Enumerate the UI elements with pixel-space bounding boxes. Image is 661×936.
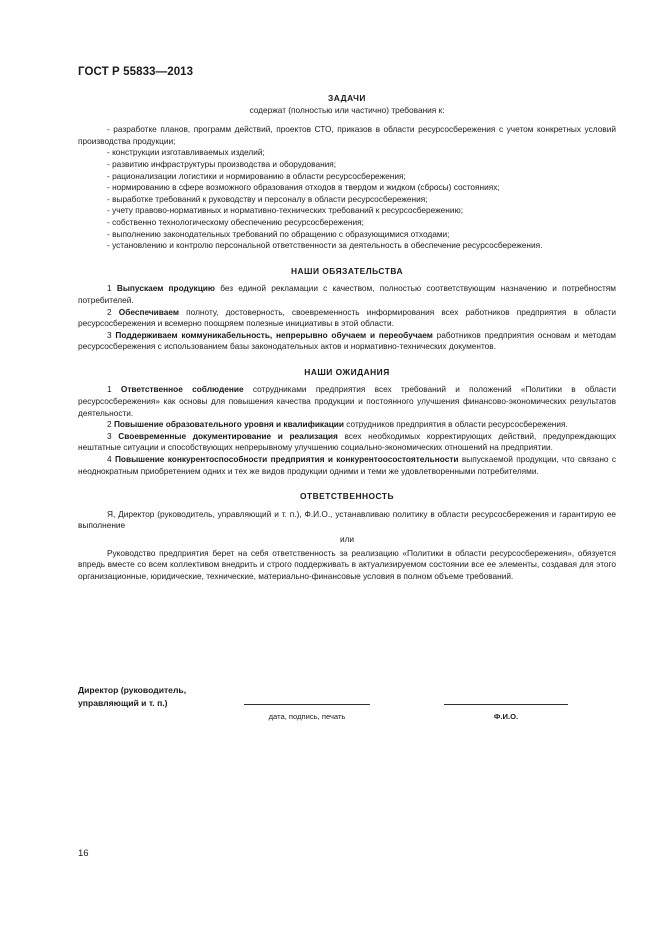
item-text: выпускаемой продукции, что связано с неоднократным приобретением одних и тех же видов продукции одними и теми же удовлетворенными потребителями. xyxy=(78,454,617,476)
signatory-title-line: Директор (руководитель, xyxy=(78,685,187,695)
item-bold-lead: Поддерживаем коммуникабельность, непрерывно обучаем и переобучаем xyxy=(115,329,433,340)
expectation-item xyxy=(78,454,616,477)
obligation-item xyxy=(78,330,616,353)
or-separator: или xyxy=(339,534,355,544)
name-line xyxy=(444,704,568,705)
list-item: - конструкции изготавливаемых изделий; xyxy=(107,147,265,158)
item-bold-lead: Обеспечиваем xyxy=(118,306,180,317)
item-text: без единой рекламации с качеством, полностью соответствующим назначению и потребностям потребителей. xyxy=(78,283,616,305)
list-item: - учету правово-нормативных и нормативно-технических требований к ресурсосбережению; xyxy=(107,205,464,216)
responsibility-heading: ОТВЕТСТВЕННОСТЬ xyxy=(299,491,395,502)
expectations-heading: НАШИ ОЖИДАНИЯ xyxy=(304,366,390,377)
item-number: 3 xyxy=(107,329,112,340)
item-text: работников предприятия основам и методам ресурсосбережения с использованием базы законодательных актов и нормативно-технических документов. xyxy=(78,329,617,352)
list-item: - разработке планов, программ действий, проектов СТО, приказов в области ресурсосбережения с учетом конкретных условий производства продукции; xyxy=(78,124,616,146)
item-text: всех необходимых корректирующих действий, предупреждающих нештатные ситуации и способствующих непрерывному улучшению социально-экономических отношений на предприятии. xyxy=(78,430,616,453)
obligations-heading: НАШИ ОБЯЗАТЕЛЬСТВА xyxy=(290,265,404,276)
signature-block xyxy=(78,684,616,724)
item-text: сотрудников предприятия в области ресурсосбережения. xyxy=(344,419,568,430)
page-number: 16 xyxy=(78,848,89,859)
item-number: 1 xyxy=(107,384,112,395)
expectation-item xyxy=(78,419,616,431)
item-number: 2 xyxy=(107,306,112,317)
obligation-item xyxy=(78,283,616,306)
responsibility-paragraph: Руководство предприятия берет на себя ответственность за реализацию «Политики в области ресурсосбережения», обязуется впредь вместе со всем коллективом внедрить и строго поддерживать в актуализируемом состоянии все ее элементы, создавая для этого организационные, юридические, технические, материально-финансовые условия в полном объеме требований. xyxy=(78,547,616,581)
item-bold-lead: Ответственное соблюдение xyxy=(120,384,244,395)
tasks-subtitle: содержат (полностью или частично) требования к: xyxy=(249,104,445,115)
item-number: 2 xyxy=(107,419,112,430)
signatory-title-line: управляющий и т. п.) xyxy=(78,697,168,708)
item-bold-lead: Повышение конкурентоспособности предприятия и конкурентоосостоятельности xyxy=(114,454,459,465)
signature-caption: дата, подпись, печать xyxy=(268,712,346,721)
signatory-title xyxy=(78,684,186,709)
item-number: 4 xyxy=(107,454,112,465)
item-bold-lead: Своевременные документирование и реализация xyxy=(118,430,338,441)
tasks-heading: ЗАДАЧИ xyxy=(328,93,366,103)
list-item: - выполнению законодательных требований по обращению с образующимися отходами; xyxy=(107,228,450,239)
expectation-item xyxy=(78,431,616,454)
item-bold-lead: Выпускаем продукцию xyxy=(116,283,215,294)
item-number: 1 xyxy=(107,283,112,294)
item-number: 3 xyxy=(107,430,112,441)
expectation-item xyxy=(78,384,616,419)
item-bold-lead: Повышение образовательного уровня и квалификации xyxy=(113,419,344,430)
list-item: - рационализации логистики и нормированию в области ресурсосбережения; xyxy=(107,170,406,181)
standard-header: ГОСТ Р 55833—2013 xyxy=(78,66,194,78)
list-item: - выработке требований к руководству и персоналу в области ресурсосбережения; xyxy=(107,193,428,204)
list-item: - развитию инфраструктуры производства и оборудования; xyxy=(107,158,337,169)
name-caption: Ф.И.О. xyxy=(493,712,519,721)
document-body xyxy=(78,93,616,582)
tasks-list xyxy=(78,124,616,252)
signature-line xyxy=(244,704,370,705)
responsibility-paragraph: Я, Директор (руководитель, управляющий и т. п.), Ф.И.О., устанавливаю политику в области ресурсосбережения и гарантирую ее выполнение xyxy=(78,508,616,531)
list-item: - установлению и контролю персональной ответственности за деятельность в обеспечение ресурсосбережения. xyxy=(107,240,543,251)
obligation-item xyxy=(78,307,616,330)
list-item: - собственно технологическому обеспечению ресурсосбережения; xyxy=(107,216,364,227)
list-item: - нормированию в сфере возможного образования отходов в твердом и жидком (сбросы) состояниях; xyxy=(107,182,500,193)
item-text: полноту, достоверность, своевременность информирования всех работников предприятия в области ресурсосбережения и всемерно поощряем полезные инициативы в этой области. xyxy=(78,306,617,329)
item-text: сотрудниками предприятия всех требований и положений «Политики в области ресурсосбережения» как основы для повышения качества продукции и постоянного улучшения финансово-экономических результатов деятельности. xyxy=(78,384,617,418)
